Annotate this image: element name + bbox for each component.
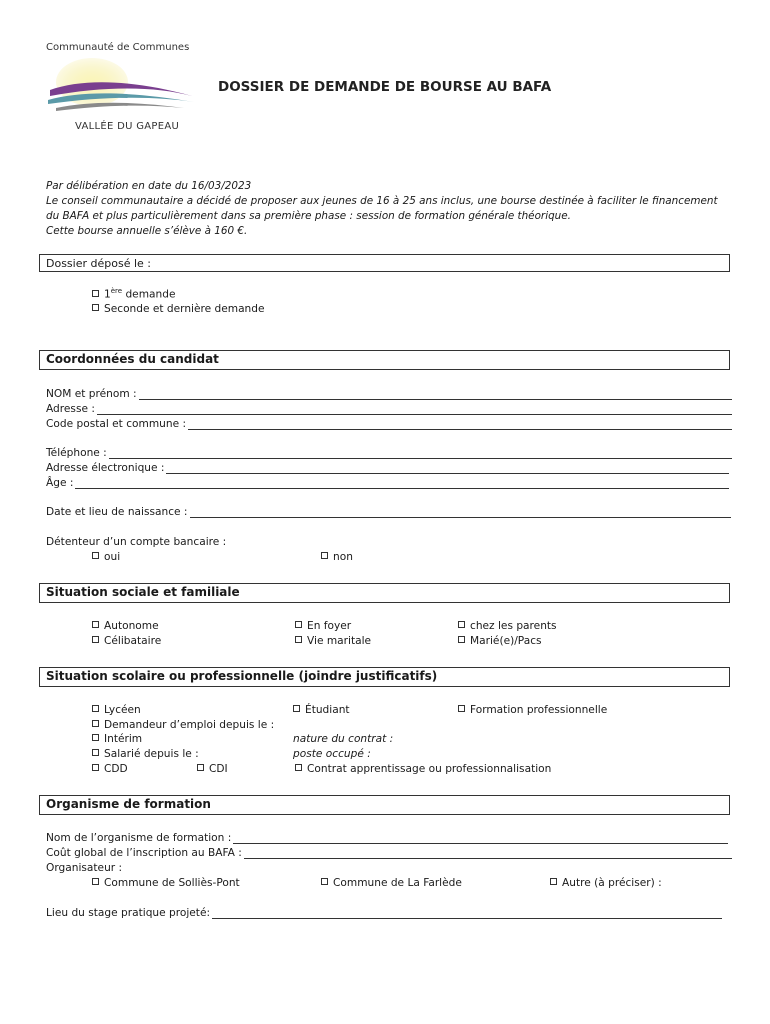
checkbox[interactable] xyxy=(92,705,99,712)
parents-option[interactable] xyxy=(458,620,557,632)
celibataire-option[interactable] xyxy=(92,635,161,647)
adresse-field[interactable] xyxy=(46,403,732,415)
nature-contrat-label: nature du contrat : xyxy=(293,733,394,745)
field-line[interactable] xyxy=(166,463,729,474)
option-label: En foyer xyxy=(307,620,352,632)
cout-field[interactable] xyxy=(46,847,732,859)
checkbox[interactable] xyxy=(458,705,465,712)
checkbox[interactable] xyxy=(321,878,328,885)
sollies-option[interactable] xyxy=(92,877,240,889)
option-label: Seconde et dernière demande xyxy=(104,303,265,315)
checkbox[interactable] xyxy=(458,621,465,628)
checkbox[interactable] xyxy=(92,749,99,756)
option-label: Commune de Solliès-Pont xyxy=(104,877,240,889)
option-sup: ère xyxy=(110,287,123,295)
field-line[interactable] xyxy=(97,404,732,415)
second-request-option[interactable] xyxy=(92,303,265,315)
naissance-field[interactable] xyxy=(46,506,731,518)
option-label: Contrat apprentissage ou professionnalisation xyxy=(307,763,552,775)
checkbox[interactable] xyxy=(92,304,99,311)
checkbox[interactable] xyxy=(92,720,99,727)
intro-line: Cette bourse annuelle s’élève à 160 €. xyxy=(46,225,248,237)
lyceen-option[interactable] xyxy=(92,704,141,716)
checkbox[interactable] xyxy=(321,552,328,559)
option-label: Vie maritale xyxy=(307,635,372,647)
apprentissage-option[interactable] xyxy=(295,763,551,775)
field-line[interactable] xyxy=(190,507,732,518)
checkbox[interactable] xyxy=(550,878,557,885)
demandeur-emploi-option[interactable] xyxy=(92,719,274,731)
field-label: Lieu du stage pratique projeté: xyxy=(46,907,211,919)
code-postal-field[interactable] xyxy=(46,418,732,430)
intro-line: Par délibération en date du 16/03/2023 xyxy=(46,180,252,192)
field-label: Adresse : xyxy=(46,403,95,415)
option-label: Autre (à préciser) : xyxy=(562,877,662,889)
field-label: Coût global de l’inscription au BAFA : xyxy=(46,847,242,859)
field-label: Date et lieu de naissance : xyxy=(46,506,188,518)
cdi-option[interactable] xyxy=(197,763,228,775)
option-label: Demandeur d’emploi depuis le : xyxy=(104,719,275,731)
checkbox[interactable] xyxy=(295,621,302,628)
section-title: Situation sociale et familiale xyxy=(46,585,240,599)
option-label: Commune de La Farlède xyxy=(333,877,462,889)
compte-bancaire-label: Détenteur d’un compte bancaire : xyxy=(46,536,227,548)
telephone-field[interactable] xyxy=(46,447,732,459)
org-name-top: Communauté de Communes xyxy=(46,42,190,53)
checkbox[interactable] xyxy=(92,621,99,628)
option-label: Intérim xyxy=(104,733,143,745)
poste-occupe-label: poste occupé : xyxy=(293,748,371,760)
checkbox[interactable] xyxy=(92,878,99,885)
vie-maritale-option[interactable] xyxy=(295,635,371,647)
document-title: DOSSIER DE DEMANDE DE BOURSE AU BAFA xyxy=(218,79,552,95)
vallee-du-gapeau-logo xyxy=(44,56,204,122)
organisme-nom-field[interactable] xyxy=(46,832,728,844)
section-title: Situation scolaire ou professionnelle (joindre justificatifs) xyxy=(46,669,438,683)
dossier-depose-box[interactable] xyxy=(39,254,730,272)
option-label: CDD xyxy=(104,763,128,775)
field-label: NOM et prénom : xyxy=(46,388,137,400)
age-field[interactable] xyxy=(46,477,729,489)
option-label: chez les parents xyxy=(470,620,557,632)
lieu-stage-field[interactable] xyxy=(46,907,722,919)
farlede-option[interactable] xyxy=(321,877,462,889)
option-label: Célibataire xyxy=(104,635,162,647)
option-label: oui xyxy=(104,551,121,563)
checkbox[interactable] xyxy=(92,552,99,559)
option-label: Lycéen xyxy=(104,704,141,716)
option-label: demande xyxy=(122,288,176,301)
org-name-bottom: VALLÉE DU GAPEAU xyxy=(75,121,180,132)
salarie-option[interactable] xyxy=(92,748,199,760)
field-label: Âge : xyxy=(46,477,74,489)
intro-line: du BAFA et plus particulièrement dans sa première phase : session de formation générale théorique. xyxy=(46,210,571,222)
option-label: Formation professionnelle xyxy=(470,704,608,716)
field-label: Adresse électronique : xyxy=(46,462,165,474)
field-label: Téléphone : xyxy=(46,447,107,459)
checkbox[interactable] xyxy=(92,764,99,771)
option-label: CDI xyxy=(209,763,228,775)
dossier-depose-label: Dossier déposé le : xyxy=(46,257,151,270)
checkbox[interactable] xyxy=(295,764,302,771)
section-coordonnees xyxy=(39,350,730,370)
field-line[interactable] xyxy=(244,848,732,859)
field-label: Nom de l’organisme de formation : xyxy=(46,832,232,844)
compte-oui-option[interactable] xyxy=(92,551,120,563)
field-line[interactable] xyxy=(75,478,729,489)
field-label: Code postal et commune : xyxy=(46,418,187,430)
organisateur-label: Organisateur : xyxy=(46,862,123,874)
checkbox[interactable] xyxy=(295,636,302,643)
option-label: Marié(e)/Pacs xyxy=(470,635,542,647)
cdd-option[interactable] xyxy=(92,763,128,775)
etudiant-option[interactable] xyxy=(293,704,350,716)
section-situation-sociale xyxy=(39,583,730,603)
field-line[interactable] xyxy=(139,389,732,400)
checkbox[interactable] xyxy=(92,734,99,741)
intro-line: Le conseil communautaire a décidé de proposer aux jeunes de 16 à 25 ans inclus, une bourse destinée à faciliter le financement xyxy=(46,195,718,207)
field-line[interactable] xyxy=(188,419,732,430)
checkbox[interactable] xyxy=(458,636,465,643)
marie-pacs-option[interactable] xyxy=(458,635,542,647)
checkbox[interactable] xyxy=(92,290,99,297)
option-label: non xyxy=(333,551,353,563)
section-situation-scolaire xyxy=(39,667,730,687)
autre-option[interactable] xyxy=(550,877,662,889)
checkbox[interactable] xyxy=(92,636,99,643)
option-label: Étudiant xyxy=(305,704,350,716)
option-label: Autonome xyxy=(104,620,159,632)
section-title: Coordonnées du candidat xyxy=(46,352,219,366)
section-title: Organisme de formation xyxy=(46,797,211,811)
option-label: 1 xyxy=(104,288,111,301)
formation-pro-option[interactable] xyxy=(458,704,607,716)
checkbox[interactable] xyxy=(293,705,300,712)
field-line[interactable] xyxy=(212,908,722,919)
foyer-option[interactable] xyxy=(295,620,351,632)
option-label: Salarié depuis le : xyxy=(104,748,199,760)
autonome-option[interactable] xyxy=(92,620,159,632)
field-line[interactable] xyxy=(233,833,728,844)
nom-field[interactable] xyxy=(46,388,732,400)
interim-option[interactable] xyxy=(92,733,142,745)
section-organisme xyxy=(39,795,730,815)
email-field[interactable] xyxy=(46,462,729,474)
checkbox[interactable] xyxy=(197,764,204,771)
compte-non-option[interactable] xyxy=(321,551,353,563)
intro-paragraph xyxy=(46,179,718,239)
first-request-option[interactable] xyxy=(92,287,175,301)
field-line[interactable] xyxy=(109,448,732,459)
